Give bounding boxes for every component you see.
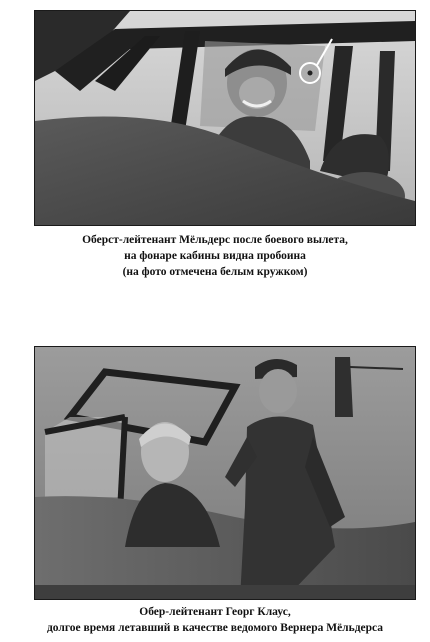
figure-2-caption: [10, 604, 420, 636]
caption-line: Оберст-лейтенант Мёльдерс после боевого вылета,: [82, 234, 348, 246]
caption-line: долгое время летавший в качестве ведомого Вернера Мёльдерса: [46, 622, 384, 634]
photo-pilot-in-cockpit-image: [35, 11, 415, 225]
caption-line: (на фото отмечена белым кружком): [122, 266, 308, 278]
photo-pilot-in-cockpit: [34, 10, 416, 226]
figure-1-caption: [10, 232, 420, 280]
caption-line: Обер-лейтенант Георг Клаус,: [139, 606, 291, 618]
caption-line: на фонаре кабины видна пробоина: [124, 250, 306, 262]
photo-pilot-and-wingman-image: [35, 347, 415, 599]
photo-pilot-and-wingman: [34, 346, 416, 600]
